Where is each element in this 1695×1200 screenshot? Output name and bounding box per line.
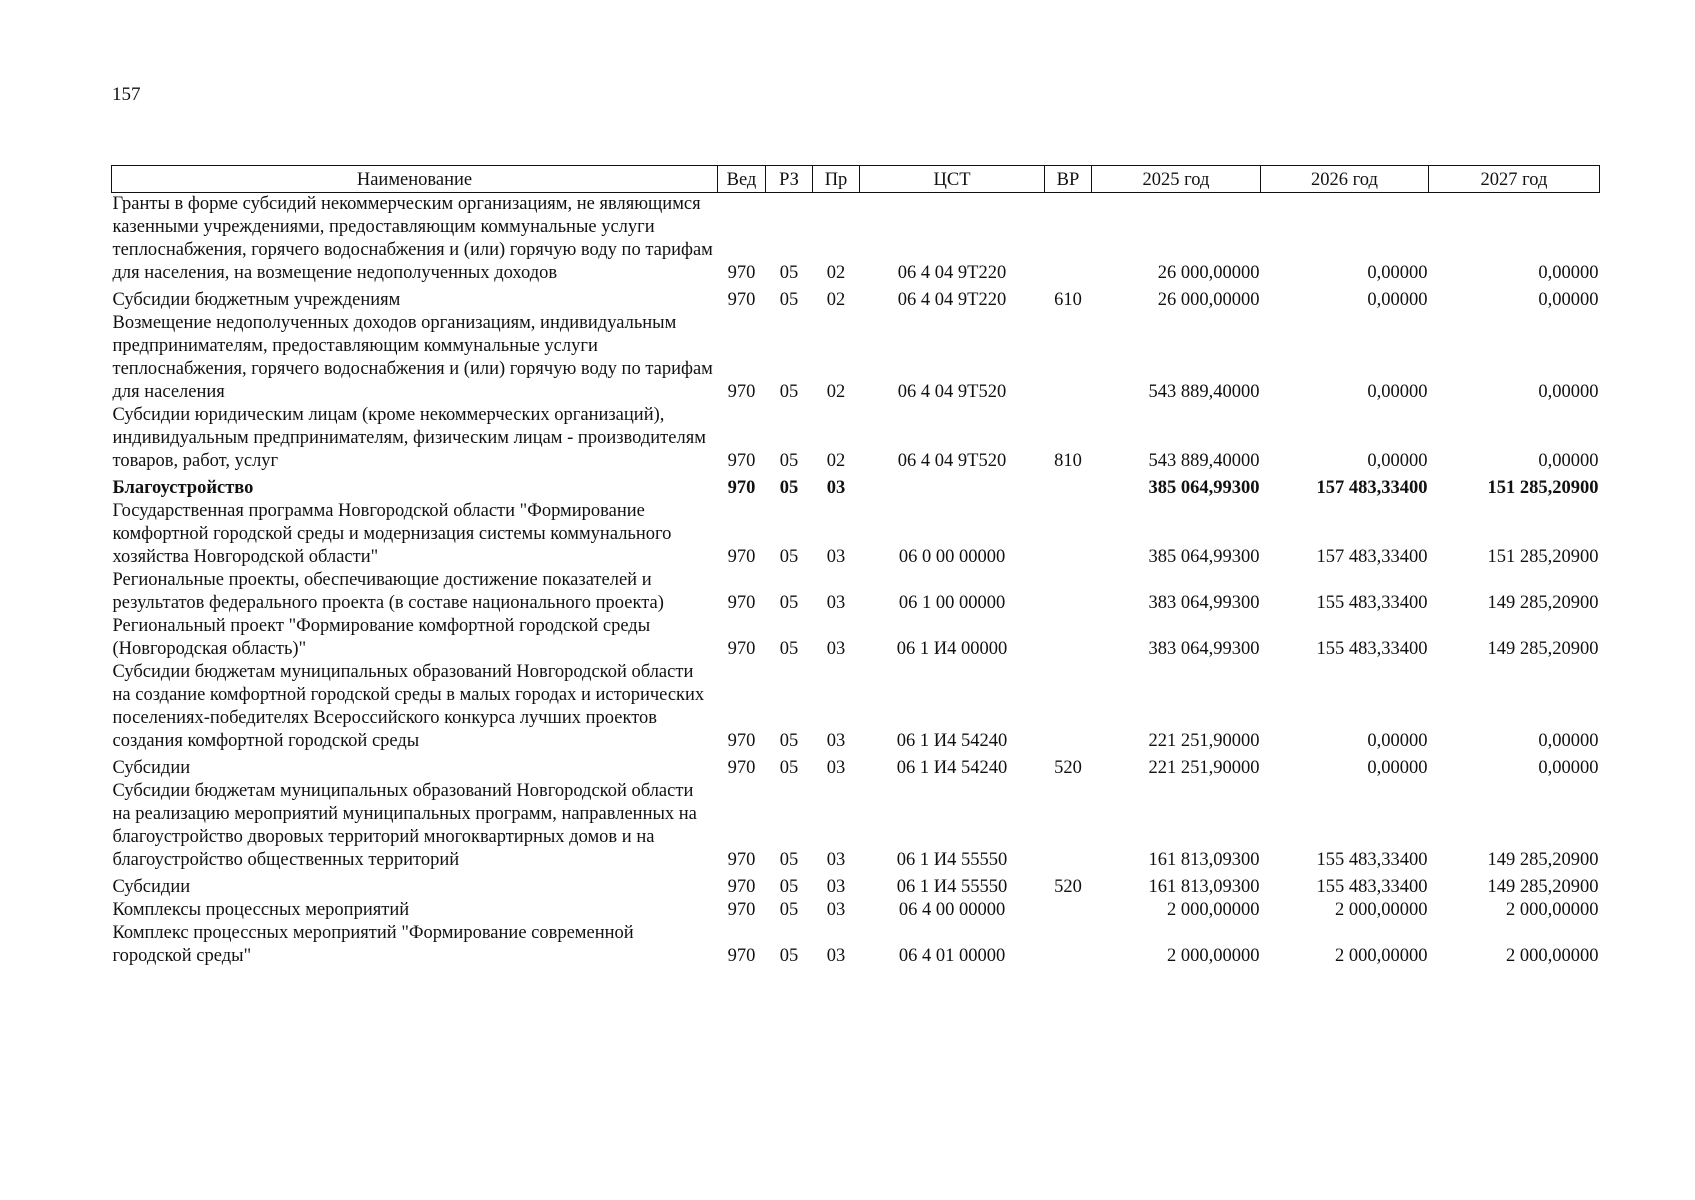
cell-2025: 221 251,90000 <box>1148 731 1260 751</box>
cell-2027: 151 285,20900 <box>1487 547 1599 567</box>
cell-2027: 0,00000 <box>1538 758 1599 778</box>
cell-vr <box>1045 899 1092 922</box>
cell-ved: 970 <box>727 850 756 870</box>
cell-name: Субсидии бюджетам муниципальных образований Новгородской области на реализацию мероприятий муниципальных программ, направленных на благоустройство дворовых территорий многоквартирных домов и на благоустройство общественных территорий <box>112 781 697 870</box>
cell-pr: 03 <box>826 877 846 897</box>
cell-2025: 2 000,00000 <box>1167 946 1260 966</box>
table-row <box>112 500 1600 569</box>
cell-name: Субсидии <box>112 877 191 897</box>
cell-cst: 06 4 04 9Т520 <box>897 451 1007 471</box>
table-row <box>112 922 1600 968</box>
table-row <box>112 661 1600 753</box>
cell-pr: 03 <box>826 639 846 659</box>
cell-cst <box>860 473 1045 500</box>
cell-cst: 06 4 04 9Т520 <box>897 382 1007 402</box>
cell-pr: 03 <box>826 946 846 966</box>
cell-pr: 02 <box>826 451 846 471</box>
cell-pr: 02 <box>826 290 846 310</box>
cell-vr <box>1045 615 1092 661</box>
cell-rz: 05 <box>779 451 799 471</box>
cell-name: Субсидии бюджетам муниципальных образований Новгородской области на создание комфортной городской среды в малых городах и исторических поселениях-победителях Всероссийского конкурса лучших проектов создания комфортной городской среды <box>112 662 705 751</box>
cell-pr: 03 <box>826 547 846 567</box>
cell-2027: 0,00000 <box>1538 382 1599 402</box>
cell-cst: 06 1 И4 00000 <box>896 639 1008 659</box>
cell-rz: 05 <box>779 639 799 659</box>
cell-vr <box>1045 661 1092 753</box>
cell-2027: 0,00000 <box>1538 451 1599 471</box>
cell-vr: 520 <box>1054 877 1082 897</box>
table-row <box>112 872 1600 899</box>
cell-ved: 970 <box>727 900 756 920</box>
cell-vr: 810 <box>1054 451 1082 471</box>
cell-cst: 06 1 И4 55550 <box>896 877 1008 897</box>
cell-2025: 385 064,99300 <box>1148 547 1260 567</box>
cell-ved: 970 <box>727 290 756 310</box>
cell-ved: 970 <box>727 451 756 471</box>
cell-ved: 970 <box>727 547 756 567</box>
cell-cst: 06 1 И4 54240 <box>896 731 1008 751</box>
cell-2027: 0,00000 <box>1538 731 1599 751</box>
cell-pr: 03 <box>826 731 846 751</box>
cell-2025: 26 000,00000 <box>1157 263 1260 283</box>
cell-ved: 970 <box>727 877 756 897</box>
cell-ved: 970 <box>727 946 756 966</box>
table-row <box>112 780 1600 872</box>
cell-2027: 149 285,20900 <box>1487 877 1599 897</box>
cell-name: Субсидии <box>112 758 191 778</box>
table-row <box>112 615 1600 661</box>
cell-2026: 157 483,33400 <box>1316 547 1428 567</box>
cell-pr: 03 <box>826 900 846 920</box>
cell-2027: 2 000,00000 <box>1506 946 1599 966</box>
table-row <box>112 193 1600 286</box>
cell-2025: 161 813,09300 <box>1148 850 1260 870</box>
cell-rz: 05 <box>779 877 799 897</box>
cell-cst: 06 4 00 00000 <box>898 900 1006 920</box>
table-body <box>112 193 1600 969</box>
header-cst: ЦСТ <box>860 166 1045 193</box>
cell-ved: 970 <box>727 263 756 283</box>
cell-2026: 0,00000 <box>1367 382 1428 402</box>
cell-pr: 03 <box>826 593 846 613</box>
cell-2027: 149 285,20900 <box>1487 639 1599 659</box>
cell-vr <box>1045 780 1092 872</box>
cell-2025: 543 889,40000 <box>1148 451 1260 471</box>
cell-2026: 2 000,00000 <box>1335 900 1428 920</box>
cell-ved: 970 <box>727 758 756 778</box>
cell-2026: 0,00000 <box>1367 290 1428 310</box>
cell-ved: 970 <box>727 382 756 402</box>
cell-cst: 06 4 04 9Т220 <box>897 263 1007 283</box>
budget-table <box>111 165 1600 968</box>
cell-2025: 383 064,99300 <box>1148 639 1260 659</box>
cell-name: Благоустройство <box>112 478 254 498</box>
cell-name: Государственная программа Новгородской области "Формирование комфортной городской среды и модернизация системы коммунального хозяйства Новгородской области" <box>112 501 672 567</box>
header-vr: ВР <box>1045 166 1092 193</box>
cell-2025: 2 000,00000 <box>1167 900 1260 920</box>
table-row <box>112 899 1600 922</box>
cell-2025: 383 064,99300 <box>1148 593 1260 613</box>
cell-pr: 03 <box>826 478 846 498</box>
cell-2027: 2 000,00000 <box>1506 900 1599 920</box>
cell-rz: 05 <box>779 593 799 613</box>
cell-rz: 05 <box>779 946 799 966</box>
cell-2025: 385 064,99300 <box>1148 478 1260 498</box>
cell-cst: 06 0 00 00000 <box>898 547 1006 567</box>
cell-vr <box>1045 569 1092 615</box>
header-ved: Вед <box>718 166 766 193</box>
cell-rz: 05 <box>779 547 799 567</box>
cell-pr: 02 <box>826 382 846 402</box>
table-row <box>112 753 1600 780</box>
cell-vr <box>1045 312 1092 404</box>
cell-name: Субсидии юридическим лицам (кроме некоммерческих организаций), индивидуальным предпринимателям, физическим лицам - производителям товаров, работ, услуг <box>112 405 706 471</box>
cell-name: Региональный проект "Формирование комфортной городской среды (Новгородская область)" <box>112 616 651 659</box>
cell-vr <box>1045 473 1092 500</box>
cell-2026: 155 483,33400 <box>1316 639 1428 659</box>
cell-2027: 149 285,20900 <box>1487 850 1599 870</box>
cell-2026: 0,00000 <box>1367 451 1428 471</box>
cell-vr: 520 <box>1054 758 1082 778</box>
cell-2027: 149 285,20900 <box>1487 593 1599 613</box>
cell-2027: 0,00000 <box>1538 263 1599 283</box>
cell-2026: 155 483,33400 <box>1316 850 1428 870</box>
cell-2025: 26 000,00000 <box>1157 290 1260 310</box>
cell-ved: 970 <box>727 731 756 751</box>
cell-ved: 970 <box>727 639 756 659</box>
cell-2027: 0,00000 <box>1538 290 1599 310</box>
cell-rz: 05 <box>779 478 799 498</box>
cell-2026: 157 483,33400 <box>1316 478 1428 498</box>
cell-cst: 06 1 00 00000 <box>898 593 1006 613</box>
cell-2026: 0,00000 <box>1367 731 1428 751</box>
cell-2026: 155 483,33400 <box>1316 593 1428 613</box>
cell-name: Комплекс процессных мероприятий "Формирование современной городской среды" <box>112 923 634 966</box>
table-row <box>112 404 1600 473</box>
cell-vr <box>1045 500 1092 569</box>
table-header-row <box>112 166 1600 193</box>
table-row <box>112 473 1600 500</box>
cell-name: Субсидии бюджетным учреждениям <box>112 290 401 310</box>
table-row <box>112 285 1600 312</box>
table-row <box>112 312 1600 404</box>
cell-vr <box>1045 922 1092 968</box>
cell-pr: 02 <box>826 263 846 283</box>
header-rz: РЗ <box>766 166 813 193</box>
header-2025: 2025 год <box>1092 166 1261 193</box>
cell-ved: 970 <box>727 593 756 613</box>
cell-name: Региональные проекты, обеспечивающие достижение показателей и результатов федерального проекта (в составе национального проекта) <box>112 570 664 613</box>
cell-2025: 543 889,40000 <box>1148 382 1260 402</box>
page-number: 157 <box>112 84 141 105</box>
cell-2026: 2 000,00000 <box>1335 946 1428 966</box>
cell-name: Возмещение недополученных доходов организациям, индивидуальным предпринимателям, предоставляющим коммунальные услуги теплоснабжения, горячего водоснабжения и (или) горячую воду по тарифам для населения <box>112 313 713 402</box>
cell-cst: 06 4 01 00000 <box>898 946 1006 966</box>
cell-ved: 970 <box>727 478 756 498</box>
cell-rz: 05 <box>779 382 799 402</box>
cell-2027: 151 285,20900 <box>1487 478 1599 498</box>
cell-cst: 06 4 04 9Т220 <box>897 290 1007 310</box>
cell-name: Комплексы процессных мероприятий <box>112 900 410 920</box>
header-name: Наименование <box>112 166 718 193</box>
cell-2026: 0,00000 <box>1367 263 1428 283</box>
table-row <box>112 569 1600 615</box>
cell-cst: 06 1 И4 55550 <box>896 850 1008 870</box>
cell-rz: 05 <box>779 263 799 283</box>
cell-vr <box>1045 193 1092 286</box>
cell-rz: 05 <box>779 731 799 751</box>
cell-rz: 05 <box>779 850 799 870</box>
cell-name: Гранты в форме субсидий некоммерческим организациям, не являющимся казенными учреждениями, предоставляющим коммунальные услуги теплоснабжения, горячего водоснабжения и (или) горячую воду по тарифам для населения, на возмещение недополученных доходов <box>112 194 713 283</box>
cell-vr: 610 <box>1054 290 1082 310</box>
cell-rz: 05 <box>779 758 799 778</box>
header-2026: 2026 год <box>1261 166 1429 193</box>
cell-2025: 221 251,90000 <box>1148 758 1260 778</box>
cell-pr: 03 <box>826 758 846 778</box>
cell-2025: 161 813,09300 <box>1148 877 1260 897</box>
cell-rz: 05 <box>779 900 799 920</box>
cell-cst: 06 1 И4 54240 <box>896 758 1008 778</box>
cell-2026: 155 483,33400 <box>1316 877 1428 897</box>
header-pr: Пр <box>813 166 860 193</box>
cell-rz: 05 <box>779 290 799 310</box>
cell-pr: 03 <box>826 850 846 870</box>
cell-2026: 0,00000 <box>1367 758 1428 778</box>
header-2027: 2027 год <box>1429 166 1600 193</box>
